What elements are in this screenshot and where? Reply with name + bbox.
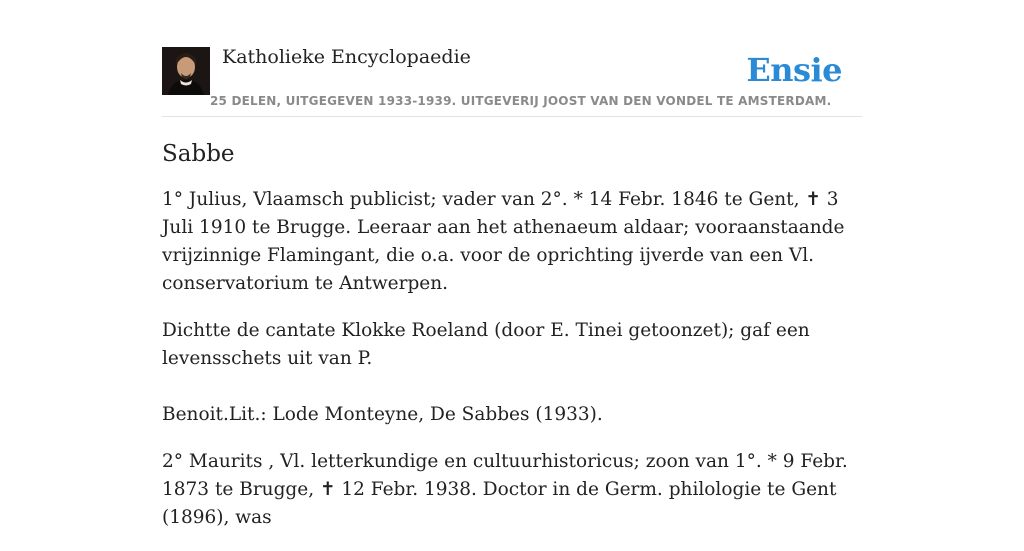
entry-content — [162, 138, 862, 551]
entry-paragraph-3: 2° Maurits , Vl. letterkundige en cultuurhistoricus; zoon van 1°. * 9 Febr. 1873 te Brugge, ✝ 12 Febr. 1938. Doctor in de Germ. philologie te Gent (1896), was — [162, 451, 854, 528]
site-title[interactable]: Katholieke Encyclopaedie — [222, 46, 471, 68]
site-subtitle: 25 DELEN, UITGEGEVEN 1933-1939. UITGEVERIJ JOOST VAN DEN VONDEL TE AMSTERDAM. — [210, 94, 832, 108]
ensie-logo-link[interactable]: Ensie — [746, 51, 842, 89]
portrait-avatar-icon[interactable] — [162, 47, 210, 95]
entry-title: Sabbe — [162, 141, 235, 167]
site-header — [162, 40, 862, 117]
entry-paragraph-1: 1° Julius, Vlaamsch publicist; vader van 2°. * 14 Febr. 1846 te Gent, ✝ 3 Juli 1910 te Brugge. Leeraar aan het athenaeum aldaar; vooraanstaande vrijzinnige Flamingant, die o.a. voor de oprichting ijverde van een Vl. conservatorium te Antwerpen. — [162, 189, 851, 294]
entry-paragraph-2: Dichtte de cantate Klokke Roeland (door E. Tinei getoonzet); gaf een levensschets uit van P. Benoit.Lit.: Lode Monteyne, De Sabbes (1933). — [162, 320, 810, 425]
